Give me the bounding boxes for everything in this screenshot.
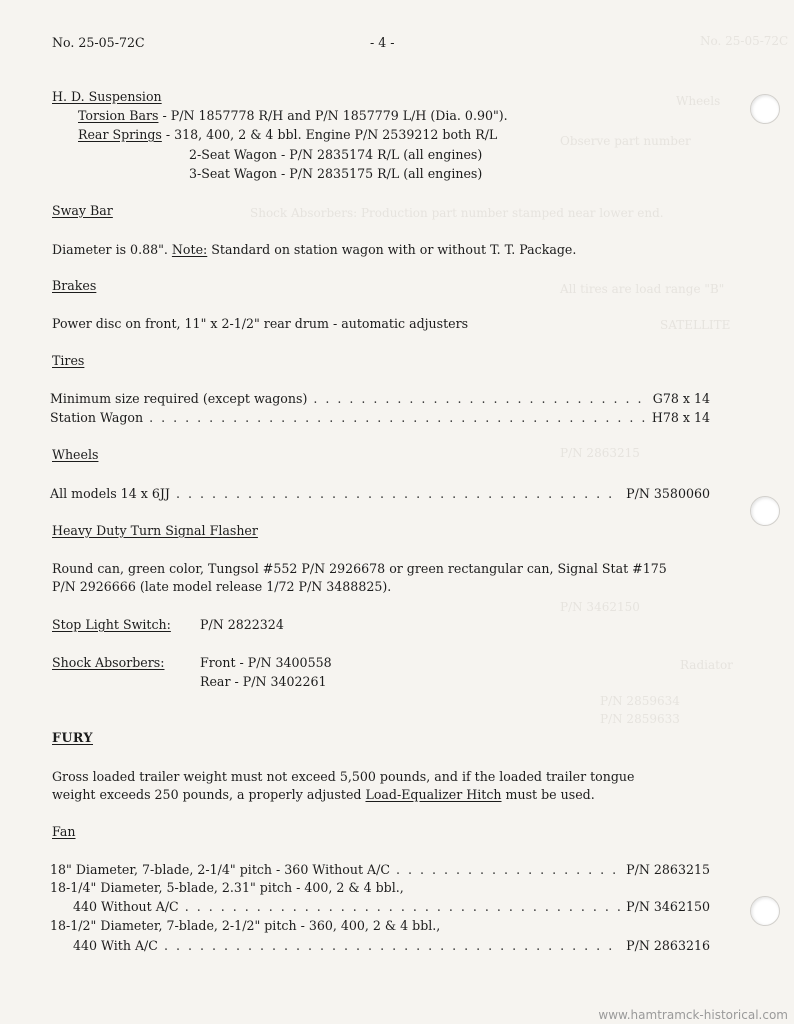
load-equalizer-hitch: Load-Equalizer Hitch (365, 787, 502, 802)
bleed-through-text: No. 25-05-72C (700, 34, 789, 48)
dot-leader (176, 486, 620, 501)
fan-row-1 (50, 862, 710, 878)
site-watermark: www.hamtramck-historical.com (598, 1008, 788, 1022)
page-number: - 4 - (370, 35, 395, 50)
fan-row-value: P/N 2863216 (626, 938, 710, 953)
sway-bar-text (52, 242, 576, 258)
dot-leader (313, 391, 646, 406)
torsion-bars-label: Torsion Bars (78, 108, 159, 123)
bleed-through-text: Shock Absorbers: Production part number stamped near lower end. (250, 206, 664, 220)
torsion-bars-text: - P/N 1857778 R/H and P/N 1857779 L/H (Dia. 0.90"). (158, 108, 508, 123)
section-title-flasher: Heavy Duty Turn Signal Flasher (52, 523, 258, 538)
fan-row-value: P/N 2863215 (626, 862, 710, 877)
tires-row-minimum (50, 391, 710, 407)
binder-hole (750, 496, 780, 526)
fan-row-2 (73, 899, 710, 915)
sway-bar-note-label: Note: (171, 242, 208, 257)
bleed-through-text: P/N 2859633 (600, 712, 680, 726)
sway-bar-note-text: Standard on station wagon with or without T. T. Package. (207, 242, 577, 257)
section-title-fury: FURY (52, 730, 93, 745)
fan-row-value: P/N 3462150 (626, 899, 710, 914)
section-title-tires: Tires (52, 353, 85, 368)
fury-line-1: Gross loaded trailer weight must not exceed 5,500 pounds, and if the loaded trailer tongue (52, 769, 635, 784)
shock-front: Front - P/N 3400558 (200, 655, 332, 670)
fury-line-2 (52, 787, 595, 803)
flasher-line-2: P/N 2926666 (late model release 1/72 P/N 3488825). (52, 579, 392, 594)
fan-row-label: 440 With A/C (73, 938, 158, 953)
rear-springs-text: - 318, 400, 2 & 4 bbl. Engine P/N 2539212 both R/L (161, 127, 498, 142)
three-seat-wagon-line: 3-Seat Wagon - P/N 2835175 R/L (all engines) (189, 166, 483, 181)
section-title-fan: Fan (52, 824, 76, 839)
flasher-line-1: Round can, green color, Tungsol #552 P/N 2926678 or green rectangular can, Signal Stat #175 (52, 561, 667, 576)
section-title-brakes: Brakes (52, 278, 97, 293)
wheels-value: P/N 3580060 (626, 486, 710, 501)
dot-leader (164, 938, 620, 953)
tires-row-value: H78 x 14 (651, 410, 710, 425)
dot-leader (185, 899, 620, 914)
bleed-through-text: P/N 3462150 (560, 600, 640, 614)
sway-bar-diameter: Diameter is 0.88". (52, 242, 172, 257)
two-seat-wagon-line: 2-Seat Wagon - P/N 2835174 R/L (all engines) (189, 147, 483, 162)
tires-row-label: Minimum size required (except wagons) (50, 391, 308, 406)
section-title-sway-bar: Sway Bar (52, 203, 113, 218)
bleed-through-text: Wheels (676, 94, 721, 108)
fan-row-label: 440 Without A/C (73, 899, 179, 914)
dot-leader (396, 862, 620, 877)
fan-row-2-line-1: 18-1/4" Diameter, 5-blade, 2.31" pitch - 400, 2 & 4 bbl., (50, 880, 404, 895)
torsion-bars-line (78, 108, 508, 124)
shock-rear: Rear - P/N 3402261 (200, 674, 327, 689)
bleed-through-text: P/N 2859634 (600, 694, 680, 708)
binder-hole (750, 94, 780, 124)
wheels-row (50, 486, 710, 502)
shock-absorbers-label: Shock Absorbers: (52, 655, 165, 670)
bleed-through-text: SATELLITE (660, 318, 731, 332)
bleed-through-text: Observe part number (560, 134, 691, 148)
tires-row-label: Station Wagon (50, 410, 144, 425)
bleed-through-text: P/N 2863215 (560, 446, 640, 460)
wheels-label: All models 14 x 6JJ (50, 486, 170, 501)
bleed-through-text: Radiator (680, 658, 733, 672)
stop-light-switch-value: P/N 2822324 (200, 617, 284, 632)
section-title-hd-suspension: H. D. Suspension (52, 89, 162, 104)
fan-row-label: 18" Diameter, 7-blade, 2-1/4" pitch - 360 Without A/C (50, 862, 390, 877)
fury-line-2-end: must be used. (501, 787, 595, 802)
tires-row-wagon (50, 410, 710, 426)
document-number: No. 25-05-72C (52, 35, 145, 50)
fan-row-3-line-1: 18-1/2" Diameter, 7-blade, 2-1/2" pitch - 360, 400, 2 & 4 bbl., (50, 918, 441, 933)
rear-springs-label: Rear Springs (78, 127, 162, 142)
section-title-wheels: Wheels (52, 447, 99, 462)
stop-light-switch-label: Stop Light Switch: (52, 617, 171, 632)
dot-leader (149, 410, 646, 425)
fury-line-2-start: weight exceeds 250 pounds, a properly adjusted (52, 787, 366, 802)
brakes-text: Power disc on front, 11" x 2-1/2" rear drum - automatic adjusters (52, 316, 469, 331)
tires-row-value: G78 x 14 (652, 391, 710, 406)
rear-springs-line (78, 127, 497, 143)
fan-row-3 (73, 938, 710, 954)
binder-hole (750, 896, 780, 926)
bleed-through-text: All tires are load range "B" (560, 282, 725, 296)
